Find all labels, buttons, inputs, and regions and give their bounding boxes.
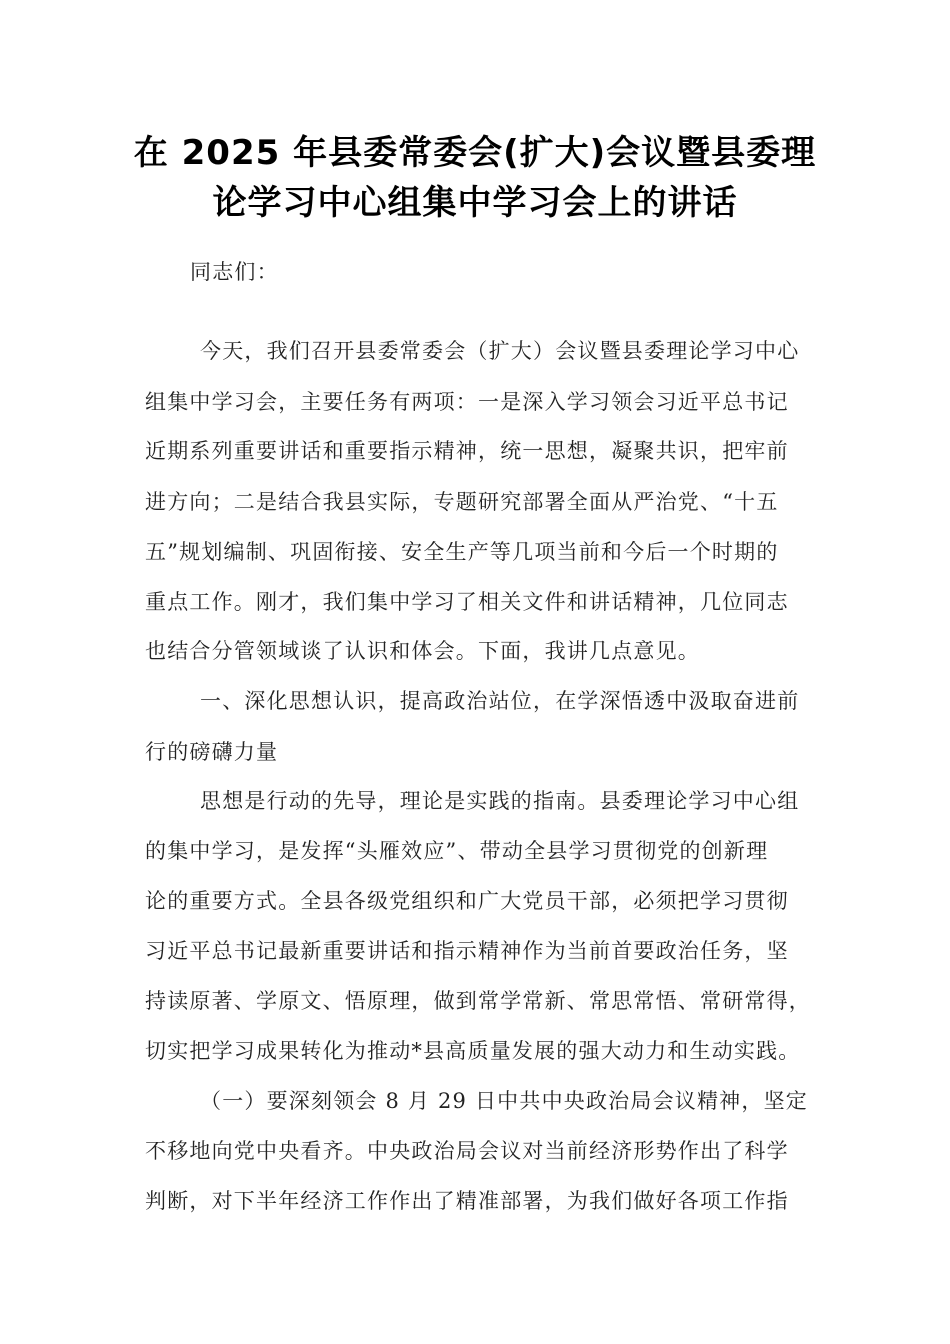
paragraph-2-line: 的集中学习，是发挥“头雁效应”、带动全县学习贯彻党的创新理 — [145, 839, 769, 863]
paragraph-1-line: 近期系列重要讲话和重要指示精神，统一思想，凝聚共识，把牢前 — [145, 439, 789, 463]
section-heading-1-line: 一、深化思想认识，提高政治站位，在学深悟透中汲取奋进前 — [200, 689, 800, 713]
paragraph-3-line: 不移地向党中央看齐。中央政治局会议对当前经济形势作出了科学 — [145, 1139, 789, 1163]
paragraph-3-line: 判断，对下半年经济工作作出了精准部署，为我们做好各项工作指 — [145, 1189, 789, 1213]
section-heading-1-line: 行的磅礴力量 — [145, 740, 279, 764]
greeting: 同志们： — [190, 260, 279, 284]
paragraph-2-line: 思想是行动的先导，理论是实践的指南。县委理论学习中心组 — [200, 789, 800, 813]
paragraph-2-line: 论的重要方式。全县各级党组织和广大党员干部，必须把学习贯彻 — [145, 889, 789, 913]
paragraph-2-line: 切实把学习成果转化为推动*县高质量发展的强大动力和生动实践。 — [145, 1039, 801, 1063]
paragraph-1-line: 组集中学习会，主要任务有两项：一是深入学习领会习近平总书记 — [145, 390, 789, 414]
paragraph-1-line: 也结合分管领域谈了认识和体会。下面，我讲几点意见。 — [145, 639, 700, 663]
document-title-line-2: 论学习中心组集中学习会上的讲话 — [212, 183, 738, 223]
paragraph-2-line: 持读原著、学原文、悟原理，做到常学常新、常思常悟、常研常得， — [145, 989, 811, 1013]
paragraph-1-line: 进方向；二是结合我县实际，专题研究部署全面从严治党、“十五 — [145, 490, 779, 514]
paragraph-2-line: 习近平总书记最新重要讲话和指示精神作为当前首要政治任务，坚 — [145, 939, 789, 963]
paragraph-1-line: 重点工作。刚才，我们集中学习了相关文件和讲话精神，几位同志 — [145, 590, 789, 614]
document-title-line-1: 在 2025 年县委常委会(扩大)会议暨县委理 — [133, 133, 817, 173]
paragraph-3-line: （一）要深刻领会 8 月 29 日中共中央政治局会议精神，坚定 — [200, 1089, 808, 1113]
paragraph-1-line: 今天，我们召开县委常委会（扩大）会议暨县委理论学习中心 — [200, 339, 800, 363]
paragraph-1-line: 五”规划编制、巩固衔接、安全生产等几项当前和今后一个时期的 — [145, 540, 779, 564]
